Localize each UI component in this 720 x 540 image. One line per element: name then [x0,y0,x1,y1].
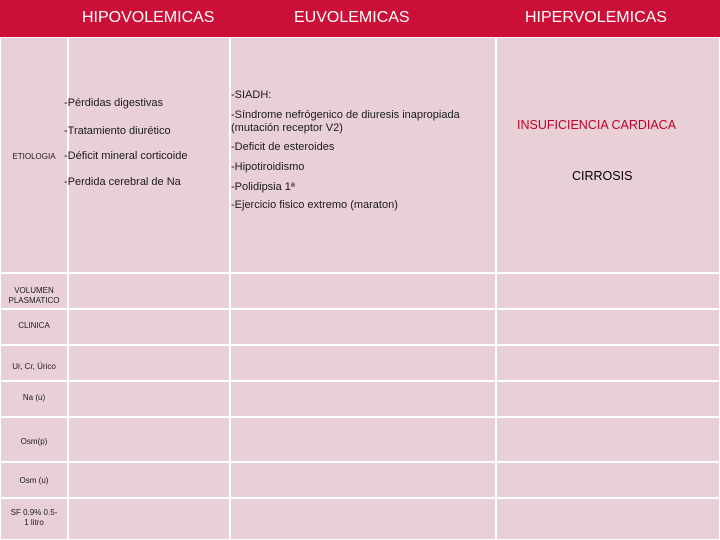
row-label-osm-p: Osm(p) [20,437,48,446]
cell-na-euvo [230,381,496,417]
cell-osmp-hipo [68,417,230,462]
cell-volumen-euvo [230,273,496,309]
row-label-volumen-plasmatico: VOLUMEN PLASMATICO [8,286,60,305]
euvo-item: -Deficit de esteroides [231,141,335,153]
cell-ur-hipo [68,345,230,381]
header-hipervolemicas: HIPERVOLEMICAS [525,9,667,26]
cell-sf-hipo [68,498,230,540]
euvo-item: -Síndrome nefrógenico de diuresis inapropiada (mutación receptor V2) [231,109,460,134]
header-euvolemicas: EUVOLEMICAS [294,9,410,26]
cell-volumen-hiper [496,273,720,309]
euvo-item: -Ejercicio fisico extremo (maraton) [231,199,398,211]
cell-na-hipo [68,381,230,417]
row-label-etiologia: ETIOLOGIA [12,152,56,161]
cell-ur-hiper [496,345,720,381]
cell-na-hiper [496,381,720,417]
hiper-item-cirrosis: CIRROSIS [572,169,633,183]
row-label-clinica: CLINICA [18,321,50,330]
row-label-na-u: Na (u) [22,393,46,402]
row-label-osm-u: Osm (u) [19,476,49,485]
cell-clinica-hiper [496,309,720,345]
cell-clinica-euvo [230,309,496,345]
euvo-item: -SIADH: [231,89,272,101]
cell-osmu-euvo [230,462,496,498]
cell-ur-euvo [230,345,496,381]
hipo-item: -Perdida cerebral de Na [64,176,181,188]
euvo-item: -Hipotiroidismo [231,161,305,173]
row-label-ur-cr-urico: Ur, Cr, Úrico [12,362,56,371]
hipo-item: -Déficit mineral corticoide [64,150,188,162]
cell-osmu-hiper [496,462,720,498]
cell-sf-euvo [230,498,496,540]
cell-osmu-hipo [68,462,230,498]
cell-etiologia-hiper [496,37,720,273]
row-label-sf: SF 0.9% 0.5-1 litro [10,508,58,527]
cell-clinica-hipo [68,309,230,345]
cell-etiologia-euvo [230,37,496,273]
cell-sf-hiper [496,498,720,540]
cell-osmp-euvo [230,417,496,462]
euvo-item: -Polidipsia 1ª [231,181,295,193]
hipo-item: -Pérdidas digestivas [64,97,164,109]
cell-osmp-hiper [496,417,720,462]
cell-volumen-hipo [68,273,230,309]
hiper-item-insuficiencia-cardiaca: INSUFICIENCIA CARDIACA [517,118,677,132]
hipo-item: -Tratamiento diurético [64,125,171,137]
header-hipovolemicas: HIPOVOLEMICAS [82,9,215,26]
